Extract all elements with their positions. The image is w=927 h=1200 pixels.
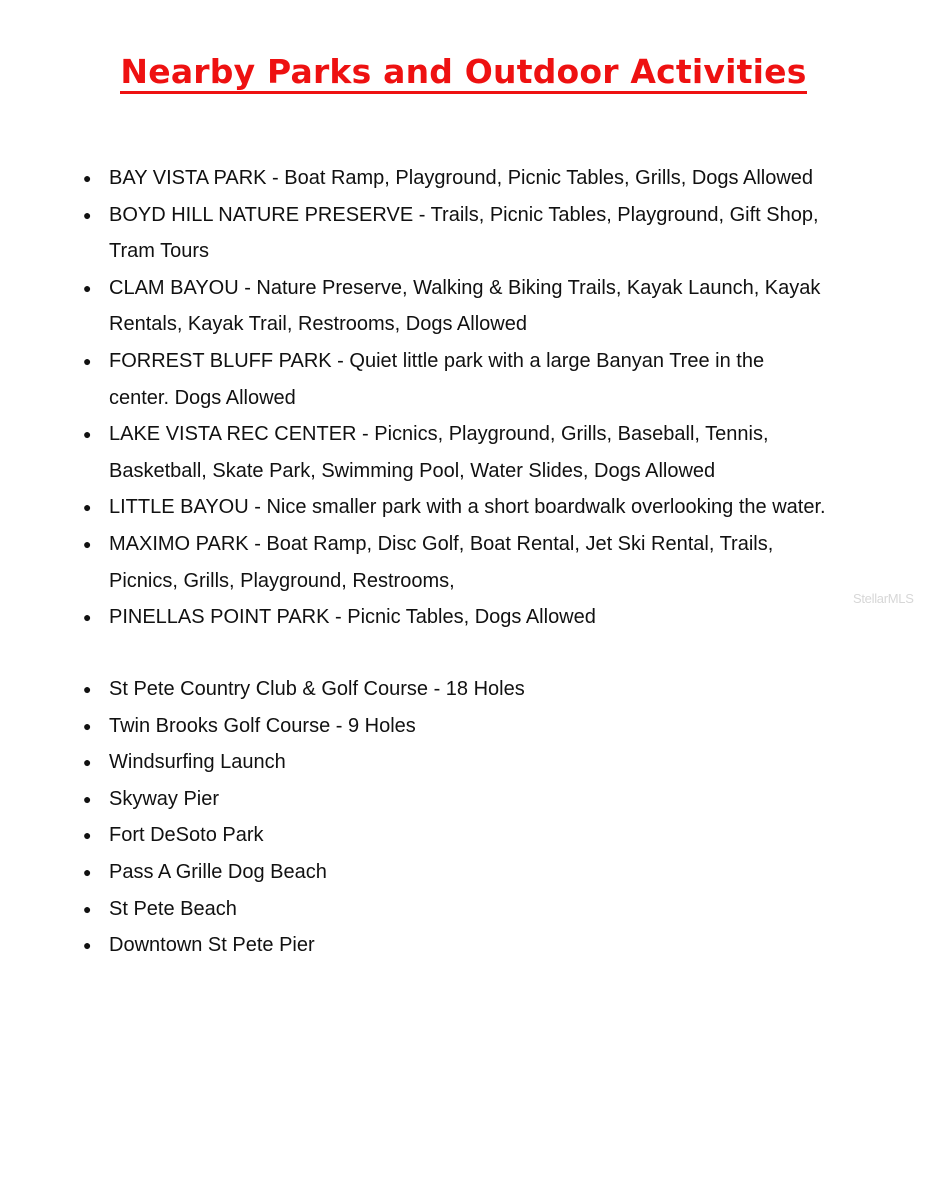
list-item-text: Skyway Pier [109,787,220,810]
bullet-icon: ● [83,426,92,443]
list-item-text: Downtown St Pete Pier [109,934,315,957]
bullet-icon: ● [83,206,92,223]
activities-list [82,671,882,964]
bullet-icon: ● [83,609,92,626]
list-item [82,489,909,526]
list-item [82,891,882,928]
bullet-icon: ● [83,827,92,844]
list-item-text: Fort DeSoto Park [109,824,264,847]
list-item [82,708,882,745]
list-item-text: MAXIMO PARK - Boat Ramp, Disc Golf, Boat Rental, Jet Ski Rental, Trails, Picnics, Grills, Playground, Restrooms, [109,532,774,592]
list-item [82,781,882,818]
list-item-text: CLAM BAYOU - Nature Preserve, Walking & Biking Trails, Kayak Launch, Kayak Rentals, Kayak Trail, Restrooms, Dogs Allowed [109,276,821,336]
list-item [82,526,829,599]
list-item-text: St Pete Country Club & Golf Course - 18 Holes [109,678,525,700]
bullet-icon: ● [83,681,92,697]
list-item [82,197,869,270]
page-title [0,52,927,94]
bullet-icon: ● [83,352,92,369]
list-item [82,927,882,964]
list-item-text: LAKE VISTA REC CENTER - Picnics, Playground, Grills, Baseball, Tennis, Basketball, Skate Park, Swimming Pool, Water Slides, Dogs Allowed [109,423,769,482]
list-item-text: Windsurfing Launch [109,751,286,774]
bullet-icon: ● [83,937,92,954]
list-item [82,270,879,343]
list-item [82,744,882,781]
bullet-icon: ● [83,279,92,296]
list-item [82,160,882,197]
list-item [82,416,829,489]
list-item-text: St Pete Beach [109,897,237,920]
parks-list [82,160,882,636]
bullet-icon: ● [83,535,92,552]
page-title-text: Nearby Parks and Outdoor Activities [120,53,806,94]
bullet-icon: ● [83,170,92,186]
list-item [82,599,882,636]
list-item-text: Pass A Grille Dog Beach [109,860,327,883]
list-item-text: BAY VISTA PARK - Boat Ramp, Playground, Picnic Tables, Grills, Dogs Allowed [109,167,814,189]
list-item-text: FORREST BLUFF PARK - Quiet little park with a large Banyan Tree in the center. Dogs Allowed [109,349,765,409]
list-item [82,854,882,891]
list-item [82,343,829,416]
bullet-icon: ● [83,499,92,516]
list-item [82,817,882,854]
list-item-text: BOYD HILL NATURE PRESERVE - Trails, Picnic Tables, Playground, Gift Shop, Tram Tours [109,203,819,263]
bullet-icon: ● [83,863,92,880]
list-item-text: LITTLE BAYOU - Nice smaller park with a short boardwalk overlooking the water. [109,496,826,519]
bullet-icon: ● [83,790,92,807]
watermark: StellarMLS [853,591,914,606]
list-item [82,671,882,708]
bullet-icon: ● [83,717,92,734]
list-item-text: PINELLAS POINT PARK - Picnic Tables, Dogs Allowed [109,606,596,629]
bullet-icon: ● [83,900,92,917]
list-item-text: Twin Brooks Golf Course - 9 Holes [109,714,416,737]
bullet-icon: ● [83,754,92,771]
